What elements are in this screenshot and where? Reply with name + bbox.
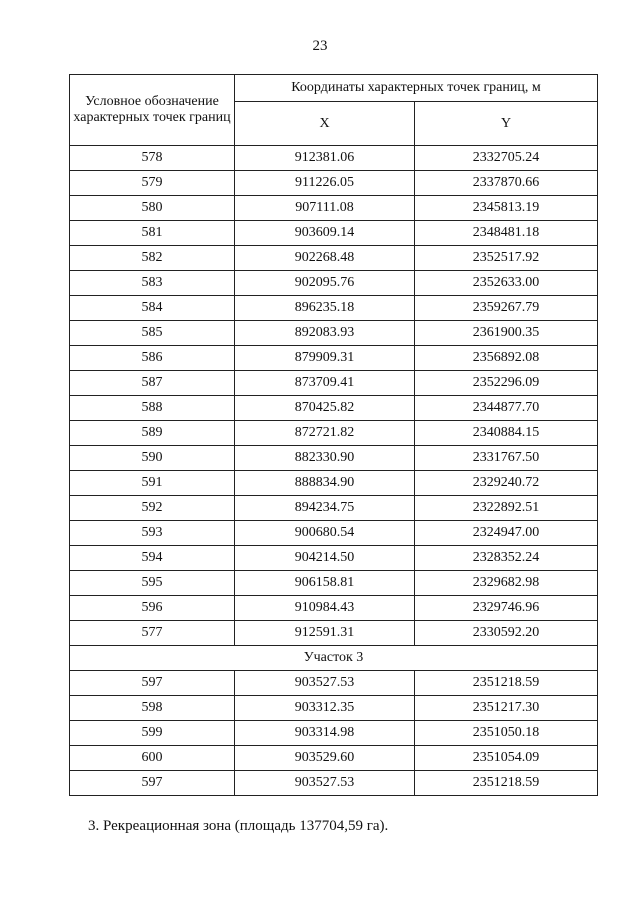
table-body-main — [70, 146, 598, 646]
point-id-cell: 583 — [70, 271, 235, 296]
point-id-cell: 593 — [70, 521, 235, 546]
point-id-cell: 590 — [70, 446, 235, 471]
y-cell: 2331767.50 — [415, 446, 598, 471]
table-row — [70, 571, 598, 596]
table-row — [70, 371, 598, 396]
table-row — [70, 321, 598, 346]
point-id-cell: 584 — [70, 296, 235, 321]
table-row — [70, 596, 598, 621]
y-cell: 2351218.59 — [415, 671, 598, 696]
point-id-cell: 587 — [70, 371, 235, 396]
x-cell: 912381.06 — [235, 146, 415, 171]
y-cell: 2345813.19 — [415, 196, 598, 221]
x-cell: 906158.81 — [235, 571, 415, 596]
point-id-cell: 592 — [70, 496, 235, 521]
point-id-cell: 596 — [70, 596, 235, 621]
table-row — [70, 546, 598, 571]
point-id-cell: 599 — [70, 721, 235, 746]
x-cell: 902095.76 — [235, 271, 415, 296]
table-row — [70, 771, 598, 796]
footnote: 3. Рекреационная зона (площадь 137704,59 га). — [88, 818, 389, 834]
point-id-cell: 579 — [70, 171, 235, 196]
x-cell: 911226.05 — [235, 171, 415, 196]
table-row — [70, 621, 598, 646]
y-cell: 2356892.08 — [415, 346, 598, 371]
point-id-cell: 580 — [70, 196, 235, 221]
table-row — [70, 696, 598, 721]
point-id-cell: 600 — [70, 746, 235, 771]
point-id-cell: 597 — [70, 671, 235, 696]
table-row — [70, 671, 598, 696]
x-cell: 903312.35 — [235, 696, 415, 721]
table-row — [70, 246, 598, 271]
table-row — [70, 721, 598, 746]
table-row — [70, 396, 598, 421]
x-cell: 912591.31 — [235, 621, 415, 646]
x-cell: 902268.48 — [235, 246, 415, 271]
x-cell: 896235.18 — [235, 296, 415, 321]
coords-header: Координаты характерных точек границ, м — [235, 75, 598, 102]
y-cell: 2351050.18 — [415, 721, 598, 746]
x-cell: 903529.60 — [235, 746, 415, 771]
x-cell: 879909.31 — [235, 346, 415, 371]
table-row — [70, 271, 598, 296]
table-row — [70, 496, 598, 521]
y-cell: 2351217.30 — [415, 696, 598, 721]
y-cell: 2359267.79 — [415, 296, 598, 321]
point-id-cell: 595 — [70, 571, 235, 596]
table-row — [70, 446, 598, 471]
table-row — [70, 171, 598, 196]
point-id-cell: 586 — [70, 346, 235, 371]
table-row — [70, 221, 598, 246]
x-cell: 888834.90 — [235, 471, 415, 496]
y-cell: 2340884.15 — [415, 421, 598, 446]
y-cell: 2352296.09 — [415, 371, 598, 396]
y-cell: 2322892.51 — [415, 496, 598, 521]
x-header: X — [235, 102, 415, 146]
x-cell: 910984.43 — [235, 596, 415, 621]
x-cell: 900680.54 — [235, 521, 415, 546]
point-id-cell: 581 — [70, 221, 235, 246]
table-row — [70, 346, 598, 371]
table-row — [70, 746, 598, 771]
point-id-cell: 591 — [70, 471, 235, 496]
table-row — [70, 296, 598, 321]
y-cell: 2348481.18 — [415, 221, 598, 246]
table-row — [70, 196, 598, 221]
y-cell: 2351054.09 — [415, 746, 598, 771]
section-title: Участок 3 — [70, 646, 598, 671]
y-cell: 2352633.00 — [415, 271, 598, 296]
x-cell: 907111.08 — [235, 196, 415, 221]
y-header: Y — [415, 102, 598, 146]
x-cell: 904214.50 — [235, 546, 415, 571]
x-cell: 873709.41 — [235, 371, 415, 396]
coordinates-table — [69, 74, 598, 796]
table-row — [70, 146, 598, 171]
y-cell: 2324947.00 — [415, 521, 598, 546]
y-cell: 2329746.96 — [415, 596, 598, 621]
point-id-cell: 594 — [70, 546, 235, 571]
page-number: 23 — [312, 38, 328, 54]
x-cell: 903527.53 — [235, 671, 415, 696]
y-cell: 2351218.59 — [415, 771, 598, 796]
point-id-cell: 578 — [70, 146, 235, 171]
point-id-cell: 598 — [70, 696, 235, 721]
table-body-section — [70, 671, 598, 796]
x-cell: 882330.90 — [235, 446, 415, 471]
y-cell: 2344877.70 — [415, 396, 598, 421]
y-cell: 2337870.66 — [415, 171, 598, 196]
x-cell: 870425.82 — [235, 396, 415, 421]
x-cell: 903527.53 — [235, 771, 415, 796]
x-cell: 903609.14 — [235, 221, 415, 246]
y-cell: 2329682.98 — [415, 571, 598, 596]
point-id-cell: 582 — [70, 246, 235, 271]
table-row — [70, 421, 598, 446]
point-id-cell: 577 — [70, 621, 235, 646]
x-cell: 872721.82 — [235, 421, 415, 446]
x-cell: 903314.98 — [235, 721, 415, 746]
table-row — [70, 521, 598, 546]
y-cell: 2361900.35 — [415, 321, 598, 346]
table-row — [70, 471, 598, 496]
y-cell: 2330592.20 — [415, 621, 598, 646]
y-cell: 2332705.24 — [415, 146, 598, 171]
x-cell: 892083.93 — [235, 321, 415, 346]
y-cell: 2329240.72 — [415, 471, 598, 496]
x-cell: 894234.75 — [235, 496, 415, 521]
y-cell: 2328352.24 — [415, 546, 598, 571]
point-label-header: Условное обозначение характерных точек границ — [70, 75, 235, 146]
point-id-cell: 597 — [70, 771, 235, 796]
point-id-cell: 589 — [70, 421, 235, 446]
y-cell: 2352517.92 — [415, 246, 598, 271]
point-id-cell: 585 — [70, 321, 235, 346]
point-id-cell: 588 — [70, 396, 235, 421]
